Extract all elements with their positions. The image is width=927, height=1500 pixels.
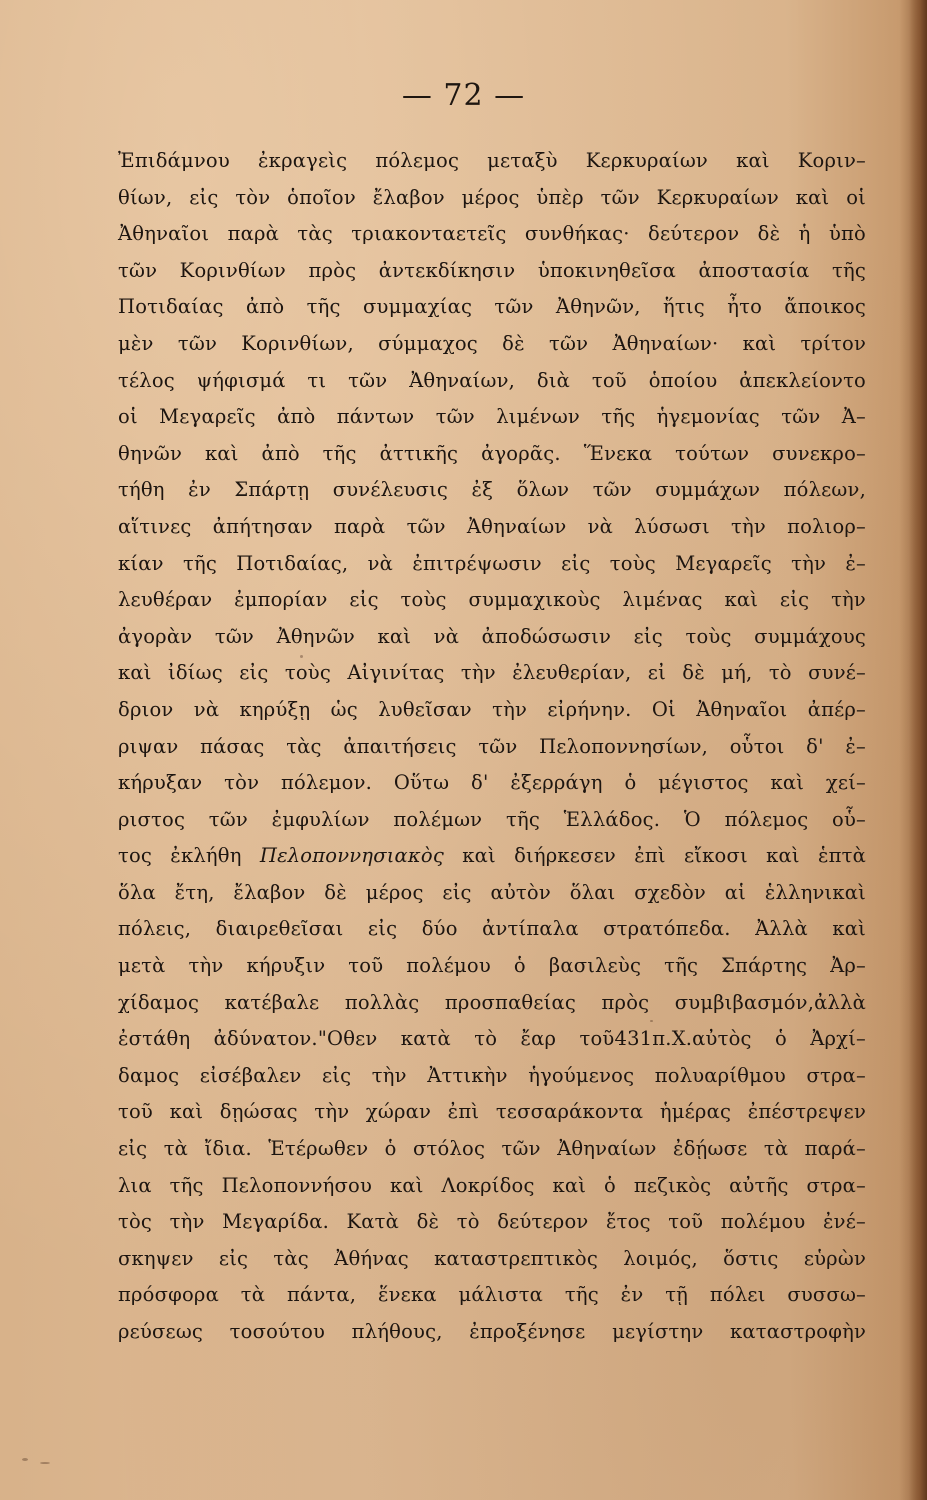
text-line: εἰς τὰ ἴδια. Ἑτέρωθεν ὁ στόλος τῶν Ἀθηναίων ἐδῄωσε τὰ παρά–	[118, 1137, 866, 1161]
text-line: λια τῆς Πελοποννήσου καὶ Λοκρίδος καὶ ὁ πεζικὸς αὐτῆς στρα–	[118, 1173, 866, 1197]
text-line: κήρυξαν τὸν πόλεμον. Οὕτω δ' ἐξερράγη ὁ μέγιστος καὶ χεί–	[118, 771, 866, 795]
text-line-with-italic	[118, 838, 866, 875]
text-line: πρόσφορα τὰ πάντα, ἕνεκα μάλιστα τῆς ἐν τῇ πόλει συσσω–	[118, 1283, 866, 1307]
text-fragment: τος ἐκλήθη	[118, 844, 260, 868]
text-line: τήθη ἐν Σπάρτῃ συνέλευσις ἐξ ὅλων τῶν συμμάχων πόλεων,	[118, 478, 866, 502]
text-line: καὶ ἰδίως εἰς τοὺς Αἰγινίτας τὴν ἐλευθερίαν, εἰ δὲ μή, τὸ συνέ–	[118, 661, 866, 685]
page-binding-edge	[909, 0, 927, 1500]
text-line: θηνῶν καὶ ἀπὸ τῆς ἀττικῆς ἀγορᾶς. Ἕνεκα τούτων συνεκρο–	[118, 441, 866, 465]
text-line: οἱ Μεγαρεῖς ἀπὸ πάντων τῶν λιμένων τῆς ἡγεμονίας τῶν Ἀ–	[118, 405, 866, 429]
text-line: Ποτιδαίας ἀπὸ τῆς συμμαχίας τῶν Ἀθηνῶν, ἥτις ἦτο ἄποικος	[118, 295, 866, 319]
text-line: δαμος εἰσέβαλεν εἰς τὴν Ἀττικὴν ἡγούμενος πολυαρίθμου στρα–	[118, 1063, 866, 1087]
paper-speck	[300, 655, 303, 658]
text-line: πόλεις, διαιρεθεῖσαι εἰς δύο ἀντίπαλα στρατόπεδα. Ἀλλὰ καὶ	[118, 917, 866, 941]
paper-speck	[40, 1462, 50, 1464]
text-line: δριον νὰ κηρύξῃ ὡς λυθεῖσαν τὴν εἰρήνην. Οἱ Ἀθηναῖοι ἀπέρ–	[118, 697, 866, 721]
text-line: ριψαν πάσας τὰς ἀπαιτήσεις τῶν Πελοποννησίων, οὗτοι δ' ἐ–	[118, 734, 866, 758]
text-line: ρεύσεως τοσούτου πλήθους, ἐπροξένησε μεγίστην καταστροφὴν	[118, 1320, 866, 1343]
text-fragment: καὶ διήρκεσεν ἐπὶ εἴκοσι καὶ ἑπτὰ	[443, 844, 866, 868]
paper-speck	[22, 1458, 28, 1461]
text-line: χίδαμος κατέβαλε πολλὰς προσπαθείας πρὸς συμβιβασμόν,ἀλλὰ	[118, 990, 866, 1014]
text-line: μετὰ τὴν κήρυξιν τοῦ πολέμου ὁ βασιλεὺς τῆς Σπάρτης Ἀρ–	[118, 954, 866, 978]
text-line: τῶν Κορινθίων πρὸς ἀντεκδίκησιν ὑποκινηθεῖσα ἀποστασία τῆς	[118, 258, 866, 282]
text-line: ριστος τῶν ἐμφυλίων πολέμων τῆς Ἑλλάδος. Ὁ πόλεμος οὗ–	[118, 807, 866, 831]
text-line: ὅλα ἔτη, ἔλαβον δὲ μέρος εἰς αὐτὸν ὅλαι σχεδὸν αἱ ἑλληνικαὶ	[118, 880, 866, 904]
text-line: μὲν τῶν Κορινθίων, σύμμαχος δὲ τῶν Ἀθηναίων· καὶ τρίτον	[118, 331, 866, 355]
italic-term: Πελοποννησιακὸς	[259, 844, 444, 868]
text-line: Ἐπιδάμνου ἐκραγεὶς πόλεμος μεταξὺ Κερκυραίων καὶ Κοριν–	[118, 149, 866, 172]
page-number: — 72 —	[401, 78, 526, 113]
text-line: αἵτινες ἀπήτησαν παρὰ τῶν Ἀθηναίων νὰ λύσωσι τὴν πολιορ–	[118, 514, 866, 538]
text-line: ἀγορὰν τῶν Ἀθηνῶν καὶ νὰ ἀποδώσωσιν εἰς τοὺς συμμάχους	[118, 624, 866, 648]
text-line: θίων, εἰς τὸν ὁποῖον ἔλαβον μέρος ὑπὲρ τῶν Κερκυραίων καὶ οἱ	[118, 185, 866, 209]
text-line: λευθέραν ἐμπορίαν εἰς τοὺς συμμαχικοὺς λιμένας καὶ εἰς τὴν	[118, 588, 866, 612]
body-text	[118, 143, 866, 1351]
text-line: τοῦ καὶ δῃώσας τὴν χώραν ἐπὶ τεσσαράκοντα ἡμέρας ἐπέστρεψεν	[118, 1100, 866, 1124]
text-line: τὸς τὴν Μεγαρίδα. Κατὰ δὲ τὸ δεύτερον ἔτος τοῦ πολέμου ἐνέ–	[118, 1210, 866, 1234]
text-line: τέλος ψήφισμά τι τῶν Ἀθηναίων, διὰ τοῦ ὁποίου ἀπεκλείοντο	[118, 368, 866, 392]
text-line: κίαν τῆς Ποτιδαίας, νὰ ἐπιτρέψωσιν εἰς τοὺς Μεγαρεῖς τὴν ἐ–	[118, 551, 866, 575]
text-line: σκηψεν εἰς τὰς Ἀθήνας καταστρεπτικὸς λοιμός, ὅστις εὑρὼν	[118, 1246, 866, 1270]
paper-speck	[650, 1020, 653, 1022]
text-line: ἐστάθη ἀδύνατον."Οθεν κατὰ τὸ ἔαρ τοῦ431π.Χ.αὐτὸς ὁ Ἀρχί–	[118, 1027, 866, 1051]
text-line: Ἀθηναῖοι παρὰ τὰς τριακονταετεῖς συνθήκας· δεύτερον δὲ ἡ ὑπὸ	[118, 222, 866, 246]
